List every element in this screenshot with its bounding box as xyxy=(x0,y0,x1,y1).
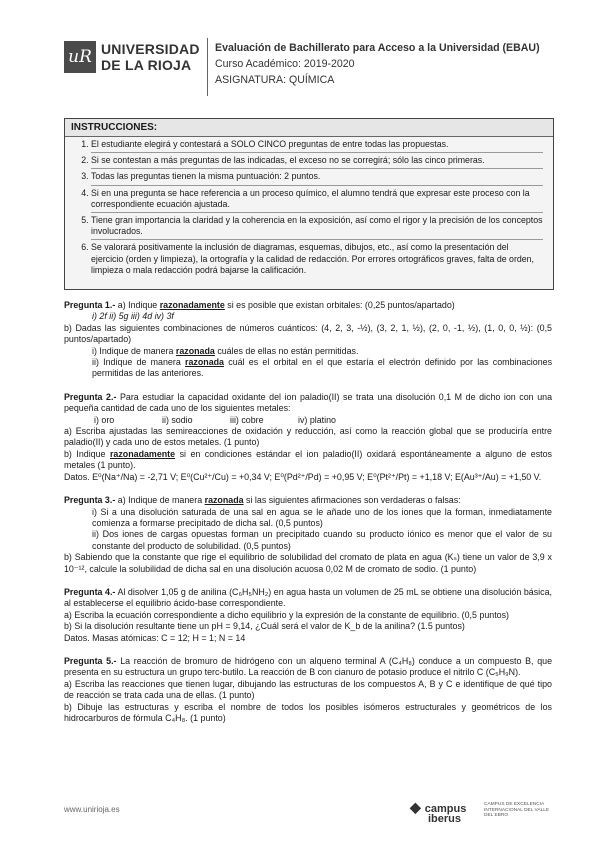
q1-b: b) Dadas las siguientes combinaciones de números cuánticos: (4, 2, 3, -½), (3, 2, 1, ½), (2, 0, -1, ½), (1, 0, 0, ½): (0,5 puntos/apartado) xyxy=(64,322,552,345)
q2-metals: i) oro ii) sodio iii) cobre iv) platino xyxy=(94,414,336,425)
question-2: Pregunta 2.- Para estudiar la capacidad oxidante del ion paladio(II) se trata una disolución 0,1 M de dicho ion con una pequeña cantidad de cada uno de los siguientes metales: xyxy=(64,391,553,414)
campus-excellence-text: CAMPUS DE EXCELENCIA INTERNACIONAL DEL VALLE DEL EBRO xyxy=(484,802,550,819)
instruction-item: 2. Si se contestan a más preguntas de las indicadas, el exceso no se corregirá; sólo las cinco primeras. xyxy=(91,153,543,169)
q2-data: Datos. E⁰(Na⁺/Na) = -2,71 V; E⁰(Cu²⁺/Cu) = +0,34 V; E⁰(Pd²⁺/Pd) = +0,95 V; E⁰(Pt²⁺/Pt) = +1,18 V; E(Au³⁺/Au) = +1,50 V. xyxy=(64,471,542,482)
q5-a: a) Escriba las reacciones que tienen lugar, dibujando las estructuras de los compuestos A, B y C e identifique de qué tipo de reacción se trata cada una de ellas. (1 punto) xyxy=(64,678,552,701)
website-link[interactable]: www.unirioja.es xyxy=(64,805,120,814)
q3-ii: ii) Dos iones de cargas opuestas forman un precipitado cuando su producto iónico es menor que el valor de su constante del producto de solubilidad. (0,5 puntos) xyxy=(92,529,552,551)
campus-logo-icon: ◆ xyxy=(410,799,421,815)
instruction-item: 6. Se valorará positivamente la inclusión de diagramas, esquemas, dibujos, etc., así como la presentación del ejercicio (orden y limpieza), la ortografía y la calidad de redacción. Por errores ortográficos graves, falta de orden, limpieza o mala redacción podrá bajarse la calificación. xyxy=(91,240,543,278)
course-year: Curso Académico: 2019-2020 xyxy=(215,58,355,70)
q1-bii: ii) Indique de manera razonada cuál es el orbital en el que estaría el electrón definido por las combinaciones permitidas de las anteriores. xyxy=(92,357,553,379)
instruction-item: 3. Todas las preguntas tienen la misma puntuación: 2 puntos. xyxy=(91,169,543,185)
university-logo-icon: uR xyxy=(64,41,96,73)
questions xyxy=(64,300,552,724)
exam-info xyxy=(215,40,540,88)
instructions-box xyxy=(64,118,554,290)
q2-a: a) Escriba ajustadas las semireacciones de oxidación y reducción, así como la reacción global que se produciría entre paladio(II) y cada uno de estos metales. (1 punto) xyxy=(64,426,552,448)
footer xyxy=(64,799,552,825)
exam-title: Evaluación de Bachillerato para Acceso a la Universidad (EBAU) xyxy=(215,42,540,54)
q1-bi: i) Indique de manera razonada cuáles de ellas no están permitidas. xyxy=(92,345,359,356)
q3-i: i) Si a una disolución saturada de una sal en agua se le añade uno de los iones que la forman, inmediatamente comienza a formarse precipitado de dicha sal. (0,5 puntos) xyxy=(92,506,552,528)
instruction-item: 1. El estudiante elegirá y contestará a SOLO CINCO preguntas de entre todas las propuestas. xyxy=(91,137,543,153)
campus-iberus-logo: ◆ campus iberus xyxy=(410,799,467,825)
instructions-title: INSTRUCCIONES: xyxy=(65,119,553,137)
question-3: Pregunta 3.- a) Indique de manera razonada si las siguientes afirmaciones son verdaderas o falsas: xyxy=(64,495,461,506)
header-divider xyxy=(207,38,208,96)
q4-b: b) Si la disolución resultante tiene un pH = 9,14, ¿Cuál será el valor de K_b de la anilina? (1.5 puntos) xyxy=(64,621,465,632)
q4-data: Datos. Masas atómicas: C = 12; H = 1; N = 14 xyxy=(64,632,246,643)
q4-a: a) Escriba la ecuación correspondiente a dicho equilibrio y la expresión de la constante de equilibrio. (0,5 puntos) xyxy=(64,609,510,620)
q2-b: b) Indique razonadamente si en condiciones estándar el ion paladio(II) oxidará espontáneamente a alguno de estos metales (1 punto). xyxy=(64,448,552,471)
q3-b: b) Sabiendo que la constante que rige el equilibrio de solubilidad del cromato de plata en agua (Kₛ) tiene un valor de 3,9 x 10⁻¹², calcule la solubilidad de dicha sal en una disolución acuosa 0,02 M de cromato de sodio. (1 punto) xyxy=(64,552,552,574)
instruction-item: 5. Tiene gran importancia la claridad y la coherencia en la exposición, así como el rigor y la precisión de los conceptos involucrados. xyxy=(91,213,543,240)
question-5: Pregunta 5.- La reacción de bromuro de hidrógeno con un alqueno terminal A (C₄H₈) conduce a un compuesto B, que presenta en su estructura un grupo terc-butilo. La reacción de B con cianuro de potasio produce el nitrilo C (C₅H₉N). xyxy=(64,655,553,678)
q1-orbitals: i) 2f ii) 5g iii) 4d iv) 3f xyxy=(92,311,174,322)
q5-b: b) Dibuje las estructuras y escriba el nombre de todos los posibles isómeros estructurales y geométricos de los hidrocarburos de fórmula C₄H₈. (1 punto) xyxy=(64,701,552,723)
question-4: Pregunta 4.- Al disolver 1,05 g de anilina (C₆H₅NH₂) en agua hasta un volumen de 25 mL se obtiene una disolución básica, al establecerse el equilibrio ácido-base correspondiente. xyxy=(64,586,552,609)
subject: ASIGNATURA: QUÍMICA xyxy=(215,74,335,86)
instruction-item: 4. Si en una pregunta se hace referencia a un proceso químico, el alumno tendrá que expresar este proceso con la correspondiente ecuación ajustada. xyxy=(91,186,543,213)
university-name: UNIVERSIDAD DE LA RIOJA xyxy=(101,41,200,73)
header xyxy=(64,38,554,96)
question-1: Pregunta 1.- a) Indique razonadamente si es posible que existan orbitales: (0,25 puntos/apartado) xyxy=(64,300,455,310)
instructions-list xyxy=(65,137,553,278)
